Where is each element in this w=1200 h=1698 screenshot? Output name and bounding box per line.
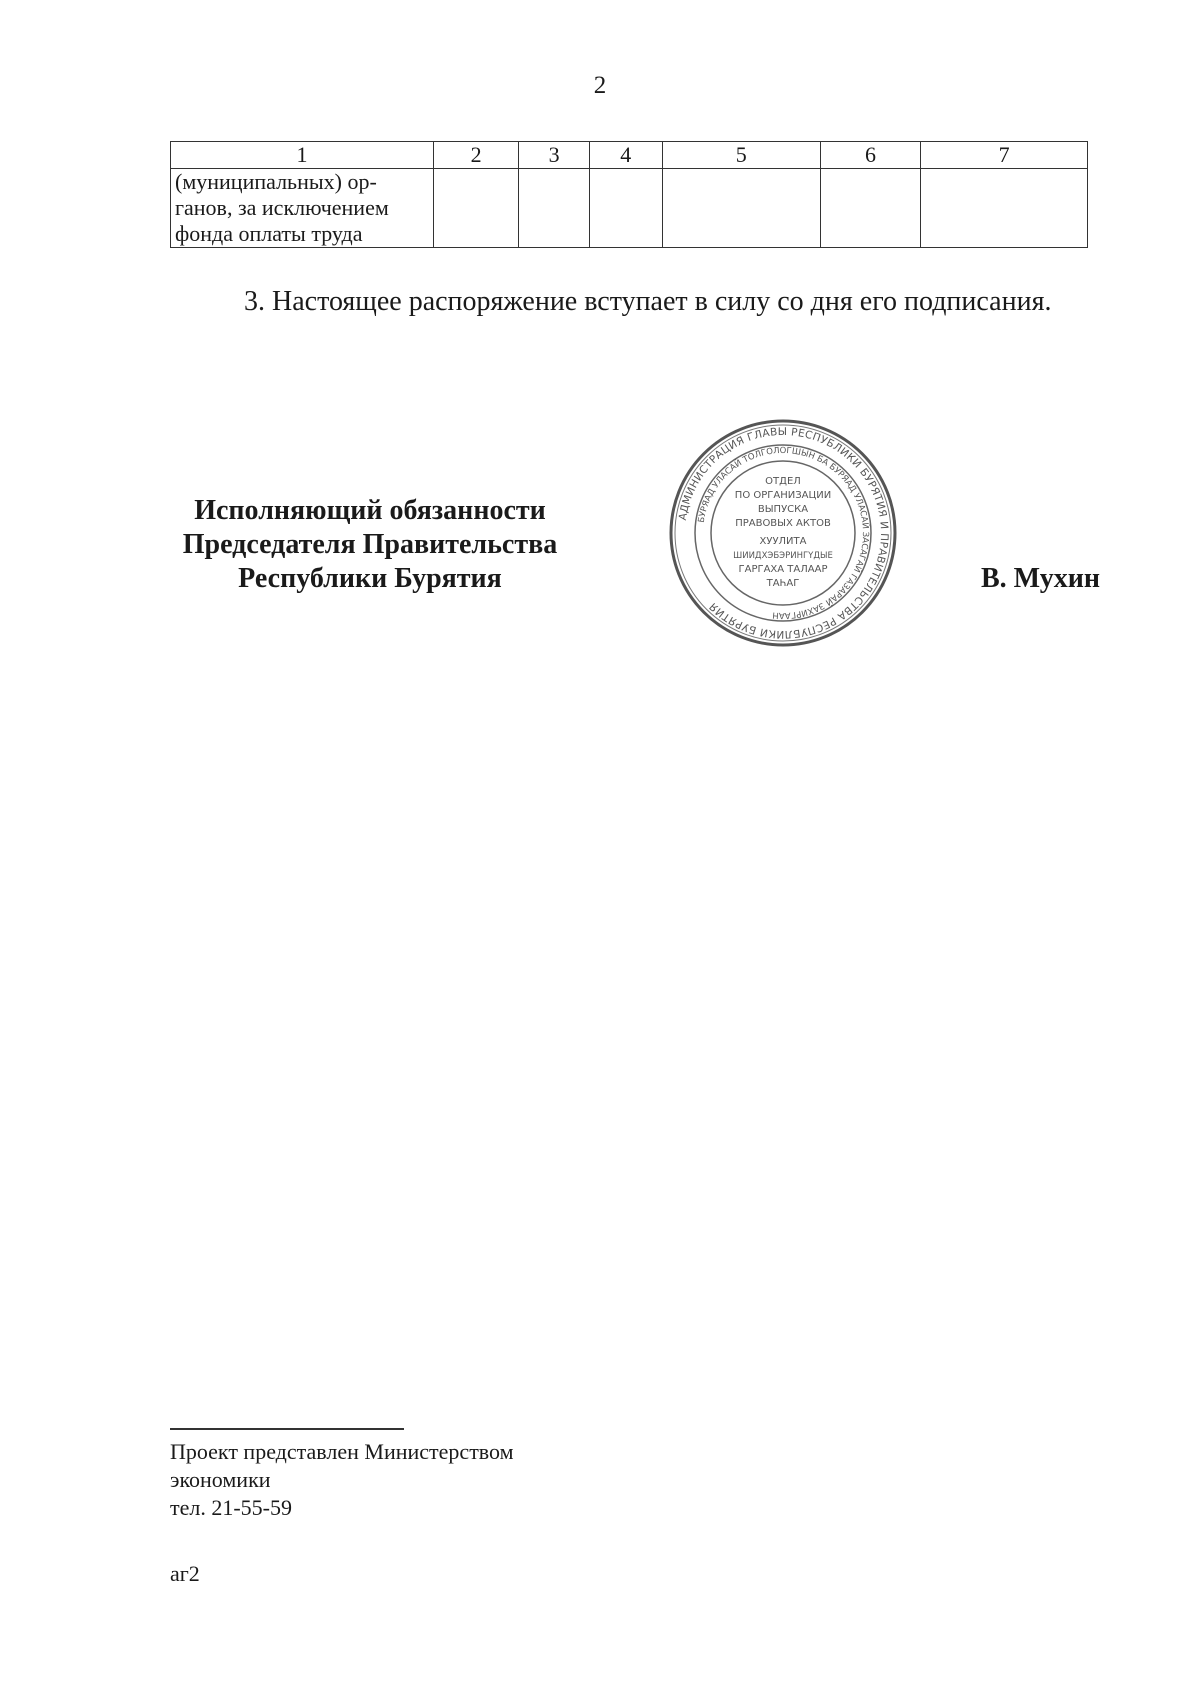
seal-outer-text: АДМИНИСТРАЦИЯ ГЛАВЫ РЕСПУБЛИКИ БУРЯТИЯ И ПРАВИТЕЛЬСТВА РЕСПУБЛИКИ БУРЯТИЯ bbox=[676, 425, 891, 641]
table-header-cell: 3 bbox=[519, 142, 590, 169]
seal-center-text bbox=[733, 476, 833, 589]
continuation-table bbox=[170, 141, 1088, 248]
table-header-cell: 7 bbox=[921, 142, 1088, 169]
table-cell bbox=[820, 169, 920, 248]
signer-title-line: Исполняющий обязанности bbox=[194, 495, 546, 526]
footnote bbox=[170, 1438, 670, 1522]
table-cell bbox=[433, 169, 519, 248]
seal-center-line: ШИИДХЭБЭРИНГҮДЫЕ bbox=[733, 551, 833, 561]
signer-title-line: Председателя Правительства bbox=[182, 529, 558, 560]
table-header-cell: 4 bbox=[589, 142, 662, 169]
seal-center-line: ХУУЛИТА bbox=[759, 536, 807, 547]
table-header-cell: 5 bbox=[662, 142, 820, 169]
footnote-line: тел. 21-55-59 bbox=[170, 1495, 293, 1520]
signer-title-line: Республики Бурятия bbox=[238, 563, 502, 594]
table-header-row bbox=[171, 142, 1088, 169]
seal-inner-text: БУРЯАД УЛАСАЙ ТОЛГОЛОГШЫН БА БУРЯАД УЛАСАЙ ЗАСАГАЙ ГАЗАРАЙ ЗАХИРГААН bbox=[696, 445, 871, 621]
table-header-cell: 1 bbox=[171, 142, 434, 169]
page-number: 2 bbox=[593, 72, 607, 99]
footnote-divider bbox=[170, 1428, 404, 1430]
footnote-line: Проект представлен Министерством bbox=[170, 1439, 514, 1464]
clause-3: 3. Настоящее распоряжение вступает в силу со дня его подписания. bbox=[244, 286, 1052, 317]
table-cell bbox=[519, 169, 590, 248]
table-cell bbox=[921, 169, 1088, 248]
seal-center-line: ПО ОРГАНИЗАЦИИ bbox=[734, 490, 832, 501]
table-row-description: (муниципальных) ор- ганов, за исключением фонда оплаты труда bbox=[171, 169, 434, 248]
table-header-cell: 2 bbox=[433, 142, 519, 169]
seal-center-line: ГАРГАХА ТАЛААР bbox=[738, 564, 828, 575]
seal-center-line: ОТДЕЛ bbox=[765, 476, 801, 487]
footnote-line: экономики bbox=[170, 1467, 271, 1492]
table-row bbox=[171, 169, 1088, 248]
table-cell bbox=[589, 169, 662, 248]
seal-center-line: ТАҺАГ bbox=[766, 578, 800, 589]
seal-middle-ring bbox=[695, 445, 871, 621]
seal-center-line: ПРАВОВЫХ АКТОВ bbox=[735, 518, 831, 529]
table-cell bbox=[662, 169, 820, 248]
seal-center-line: ВЫПУСКА bbox=[757, 504, 809, 515]
signer-title bbox=[160, 494, 580, 596]
signer-name: В. Мухин bbox=[981, 563, 1100, 594]
document-code: аг2 bbox=[170, 1561, 200, 1586]
table-header-cell: 6 bbox=[820, 142, 920, 169]
official-seal-stamp bbox=[668, 418, 898, 648]
